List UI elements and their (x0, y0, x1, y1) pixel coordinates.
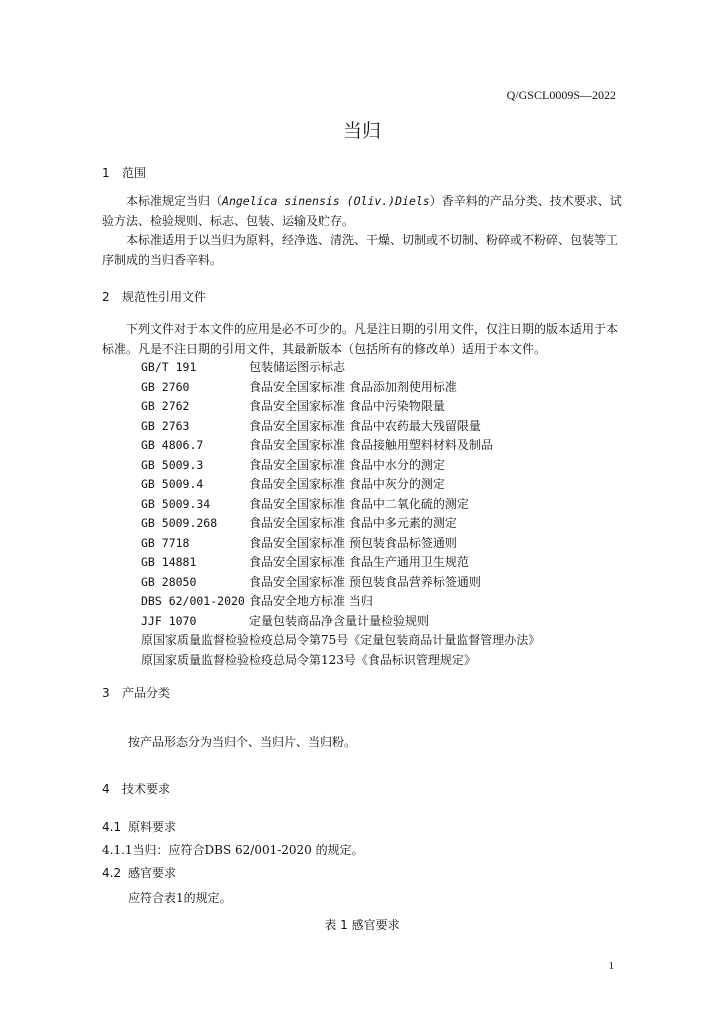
section-number: 1 (102, 166, 110, 180)
reference-item (141, 358, 540, 378)
normative-intro (102, 320, 622, 359)
reference-code: GB 2763 (141, 418, 190, 433)
reference-code: GB 5009.3 (141, 457, 204, 472)
reference-item (141, 475, 540, 495)
reference-code: GB 2760 (141, 379, 190, 394)
reference-title: 食品安全国家标准 食品添加剂使用标准 (249, 379, 457, 394)
reference-title: 食品安全国家标准 预包装食品标签通则 (249, 535, 457, 550)
normative-intro-text: 下列文件对于本文件的应用是必不可少的。凡是注日期的引用文件，仅注日期的版本适用于本标准。凡是不注日期的引用文件，其最新版本（包括所有的修改单）适用于本文件。 (102, 322, 619, 356)
reference-code: DBS 62/001-2020 (141, 594, 245, 608)
reference-list (141, 358, 540, 670)
section-title: 感官要求 (128, 866, 177, 880)
scope-p1-pre: 本标准规定当归（ (126, 194, 223, 208)
reference-item (141, 553, 540, 573)
reference-title: 食品安全国家标准 食品中水分的测定 (249, 457, 445, 472)
reference-item (141, 397, 540, 417)
section-heading-normative (102, 288, 206, 305)
reference-title: 包装储运图示标志 (249, 360, 346, 374)
section-number: 4 (102, 782, 110, 796)
clause-4-1-1: 4.1.1当归：应符合DBS 62/001-2020 的规定。 (102, 843, 364, 857)
reference-item (141, 514, 540, 534)
reference-item (141, 495, 540, 515)
scope-paragraph-2: 本标准适用于以当归为原料，经净选、清洗、干燥、切制或不切制、粉碎或不粉碎、包装等工序制成的当归香辛料。 (102, 233, 619, 267)
reference-code: GB 5009.4 (141, 477, 204, 491)
reference-title: 食品安全国家标准 食品中多元素的测定 (249, 516, 457, 530)
document-code: Q/GSCL0009S—2022 (506, 88, 616, 102)
reference-code: JJF 1070 (141, 613, 197, 628)
table-caption: 表 1 感官要求 (324, 918, 400, 932)
reference-title: 食品安全地方标准 当归 (249, 594, 373, 608)
section-heading-sensory (102, 864, 176, 881)
reference-title: 食品安全国家标准 食品中灰分的测定 (249, 477, 445, 491)
reference-code: GB 28050 (141, 574, 197, 589)
decree-item: 原国家质量监督检验检疫总局令第123号《食品标识管理规定》 (141, 652, 476, 667)
decree-item: 原国家质量监督检验检疫总局令第75号《定量包装商品计量监督管理办法》 (141, 633, 541, 647)
scope-paragraph-1 (102, 192, 622, 231)
reference-item (141, 573, 540, 593)
section-number: 2 (102, 290, 110, 304)
section-heading-tech (102, 780, 170, 797)
reference-code: GB 7718 (141, 535, 190, 550)
reference-title: 食品安全国家标准 食品中二氧化硫的测定 (249, 496, 469, 511)
section-heading-scope (102, 164, 146, 181)
reference-item (141, 436, 540, 456)
reference-title: 食品安全国家标准 预包装食品营养标签通则 (249, 574, 481, 589)
sensory-text: 应符合表1的规定。 (128, 891, 232, 905)
latin-name: Angelica sinensis (Oliv.)Diels (222, 194, 430, 208)
section-title: 技术要求 (122, 782, 171, 796)
reference-title: 食品安全国家标准 食品中农药最大残留限量 (249, 418, 481, 433)
document-title: 当归 (342, 120, 381, 142)
reference-item (141, 378, 540, 398)
reference-item (141, 592, 540, 612)
section-number: 3 (102, 686, 110, 700)
reference-item (141, 534, 540, 554)
section-number: 4.1 (102, 820, 122, 834)
section-title: 原料要求 (128, 820, 177, 834)
section-title: 产品分类 (122, 686, 171, 700)
section-title: 范围 (122, 166, 147, 180)
reference-title: 食品安全国家标准 食品生产通用卫生规范 (249, 555, 469, 569)
section-title: 规范性引用文件 (122, 290, 207, 304)
reference-code: GB 4806.7 (141, 438, 204, 452)
scope-text (102, 192, 622, 270)
section-number: 4.2 (102, 866, 122, 880)
section-heading-classification (102, 684, 170, 701)
reference-code: GB 14881 (141, 555, 197, 569)
scope-p1-post: ）香辛料的产品分类、技术要求、试验方法、检验规则、标志、包装、运输及贮存。 (102, 194, 622, 228)
reference-code: GB/T 191 (141, 360, 197, 374)
classification-text: 按产品形态分为当归个、当归片、当归粉。 (128, 735, 357, 749)
reference-code: GB 2762 (141, 399, 190, 413)
reference-title: 定量包装商品净含量计量检验规则 (249, 613, 430, 628)
page-number: 1 (608, 960, 614, 972)
reference-title: 食品安全国家标准 食品接触用塑料材料及制品 (249, 438, 493, 452)
reference-title: 食品安全国家标准 食品中污染物限量 (249, 399, 445, 413)
reference-item (141, 612, 540, 632)
section-heading-raw-material (102, 818, 176, 835)
reference-item (141, 456, 540, 476)
reference-code: GB 5009.34 (141, 496, 211, 511)
reference-code: GB 5009.268 (141, 516, 218, 530)
reference-item (141, 417, 540, 437)
